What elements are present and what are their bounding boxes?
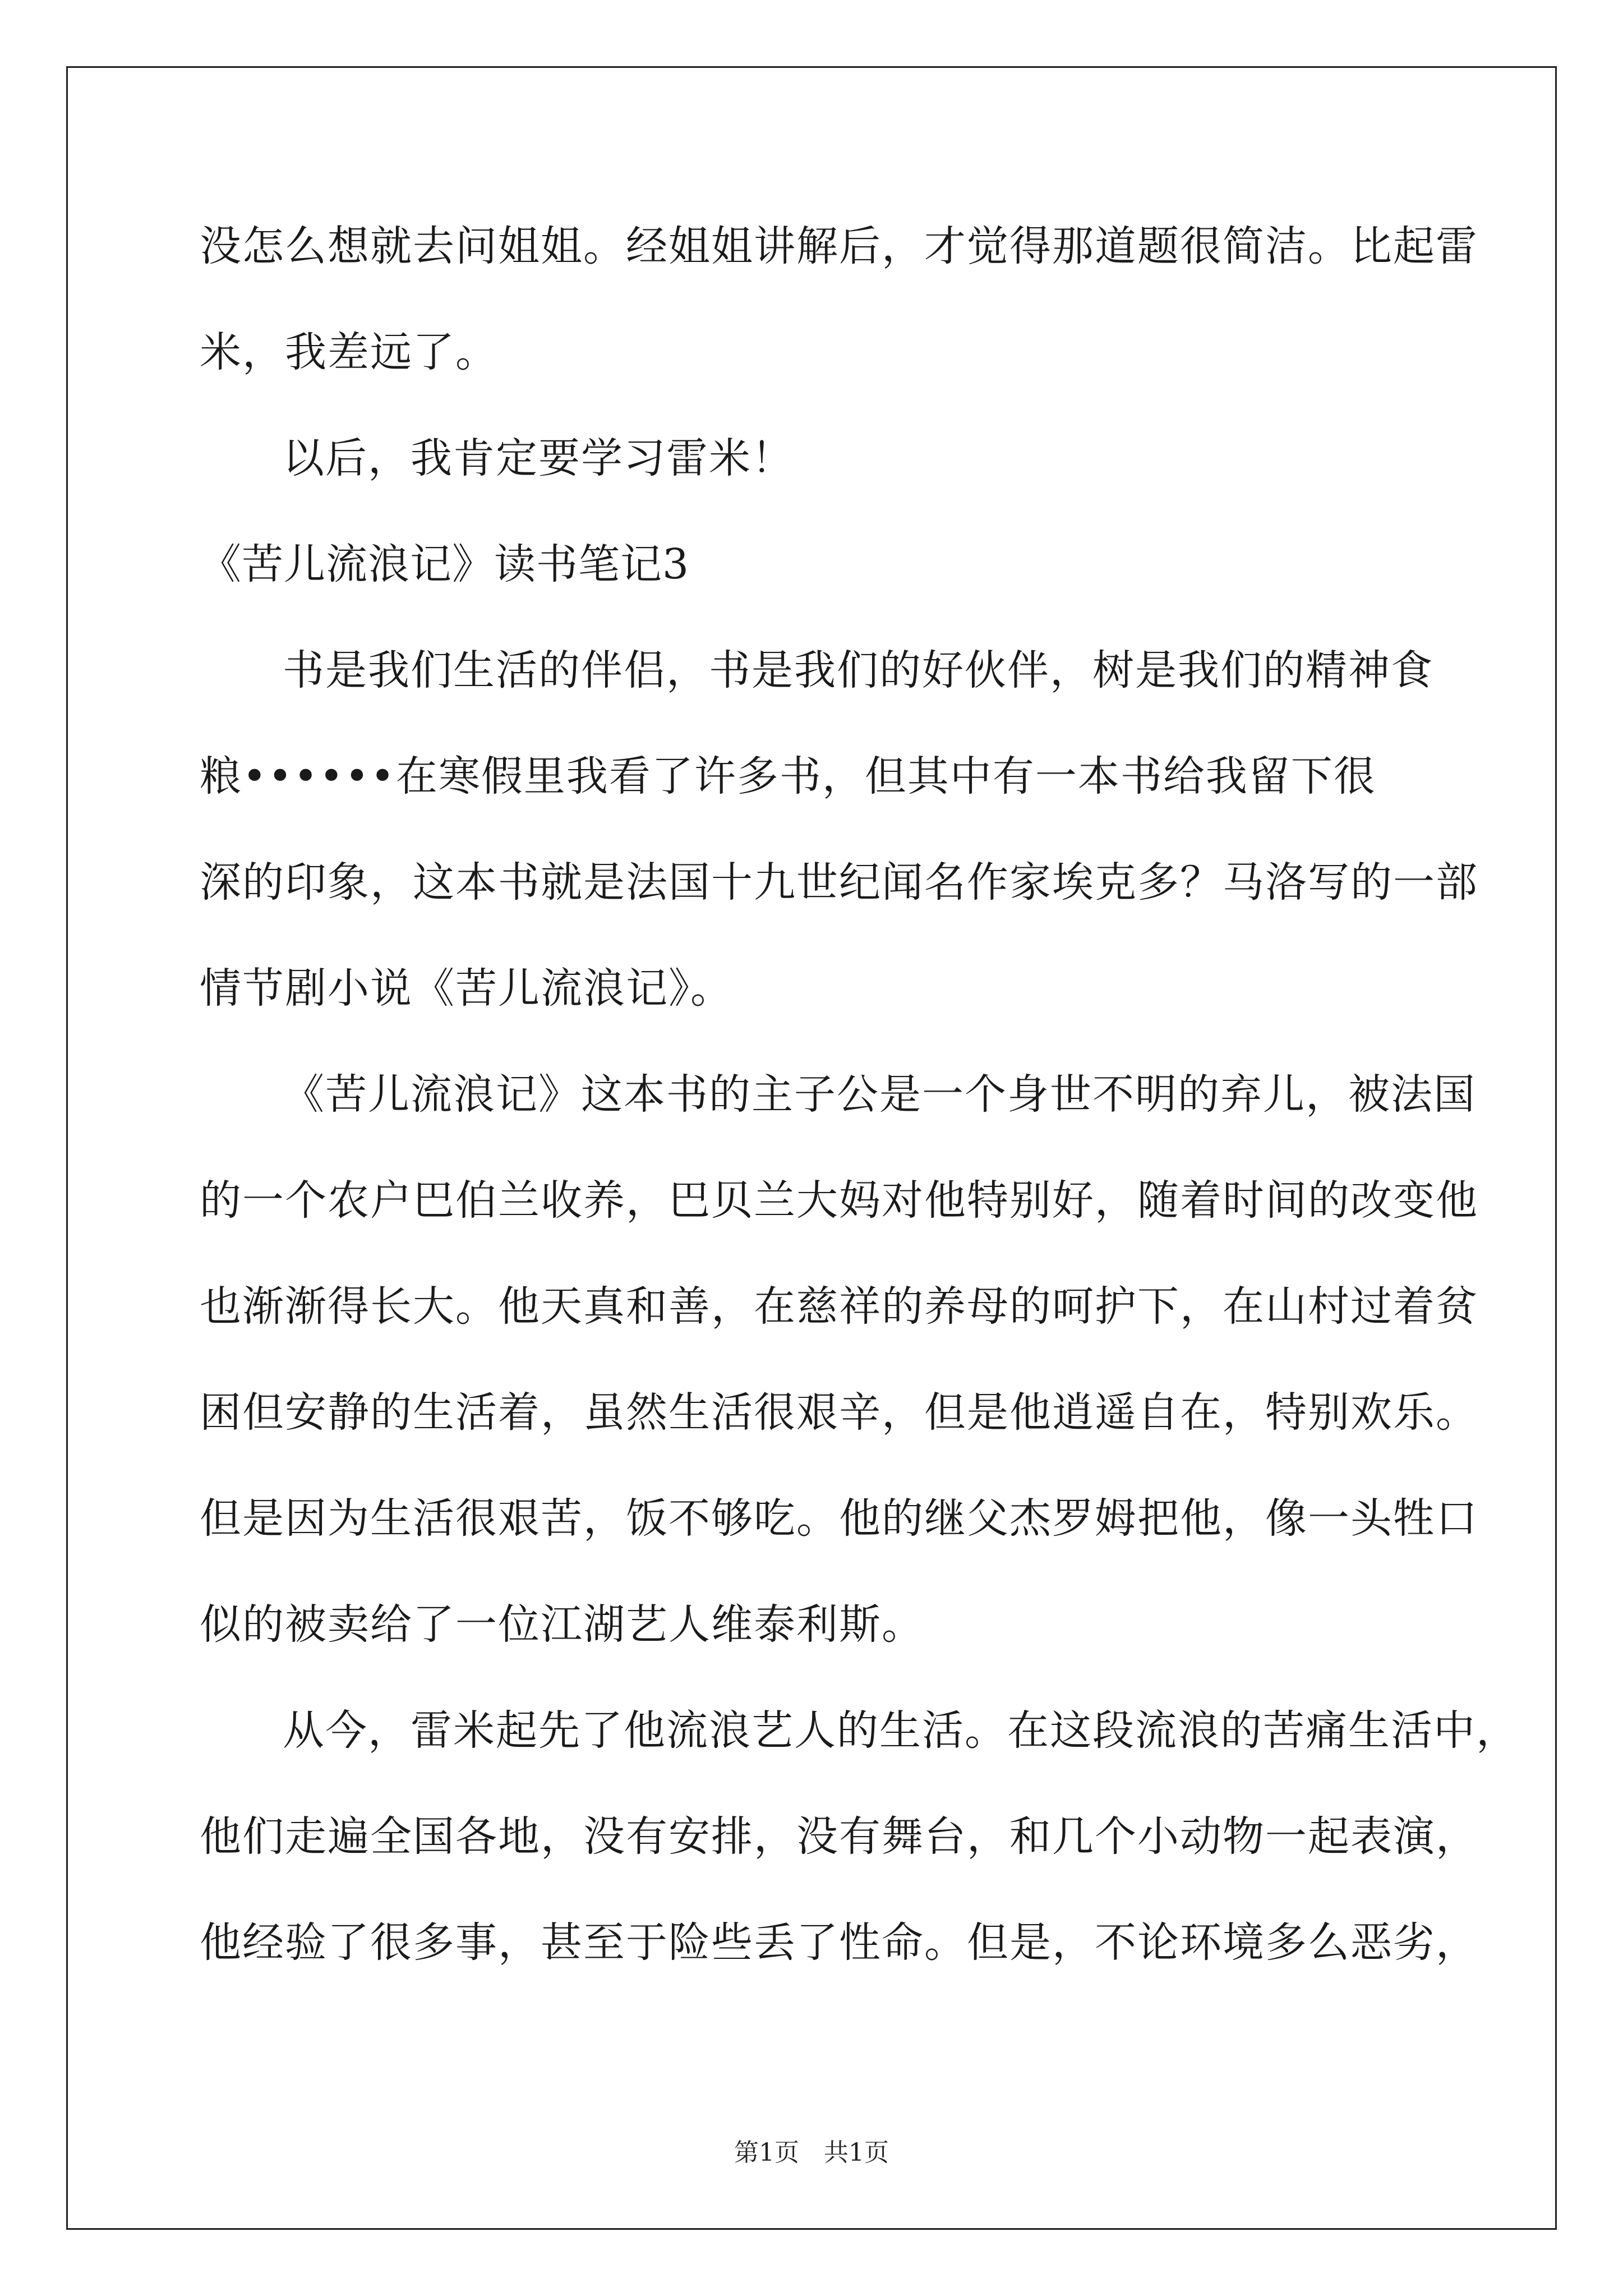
text-line: 情节剧小说《苦儿流浪记》。 <box>200 964 733 1013</box>
text-line: 米，我差远了。 <box>200 328 498 376</box>
text-line: 粮••••••在寒假里我看了许多书，但其中有一本书给我留下很 <box>200 752 1376 800</box>
text-line: 似的被卖给了一位江湖艺人维泰利斯。 <box>200 1600 924 1649</box>
text-line: 也渐渐得长大。他天真和善，在慈祥的养母的呵护下，在山村过着贫 <box>200 1282 1478 1331</box>
text-line: 没怎么想就去问姐姐。经姐姐讲解后，才觉得那道题很简洁。比起雷 <box>200 222 1478 270</box>
text-line: 深的印象，这本书就是法国十九世纪闻名作家埃克多？马洛写的一部 <box>200 858 1478 907</box>
text-line: 他们走遍全国各地，没有安排，没有舞台，和几个小动物一起表演， <box>200 1812 1478 1861</box>
text-line: 困但安静的生活着，虽然生活很艰辛，但是他逍遥自在，特别欢乐。 <box>200 1388 1478 1437</box>
text-line: 但是因为生活很艰苦，饭不够吃。他的继父杰罗姆把他，像一头牲口 <box>200 1494 1478 1543</box>
text-line: 《苦儿流浪记》这本书的主子公是一个身世不明的弃儿，被法国 <box>283 1070 1476 1119</box>
text-line: 书是我们生活的伴侣，书是我们的好伙伴，树是我们的精神食 <box>283 646 1433 694</box>
text-line: 从今，雷米起先了他流浪艺人的生活。在这段流浪的苦痛生活中， <box>283 1706 1519 1755</box>
text-line: 的一个农户巴伯兰收养，巴贝兰大妈对他特别好，随着时间的改变他 <box>200 1176 1478 1225</box>
text-line: 他经验了很多事，甚至于险些丢了性命。但是，不论环境多么恶劣， <box>200 1918 1478 1967</box>
section-heading: 《苦儿流浪记》读书笔记3 <box>200 540 690 588</box>
document-body <box>200 194 1519 1996</box>
page-footer: 第1页 共1页 <box>734 2138 889 2167</box>
text-line: 以后，我肯定要学习雷米！ <box>283 434 794 482</box>
